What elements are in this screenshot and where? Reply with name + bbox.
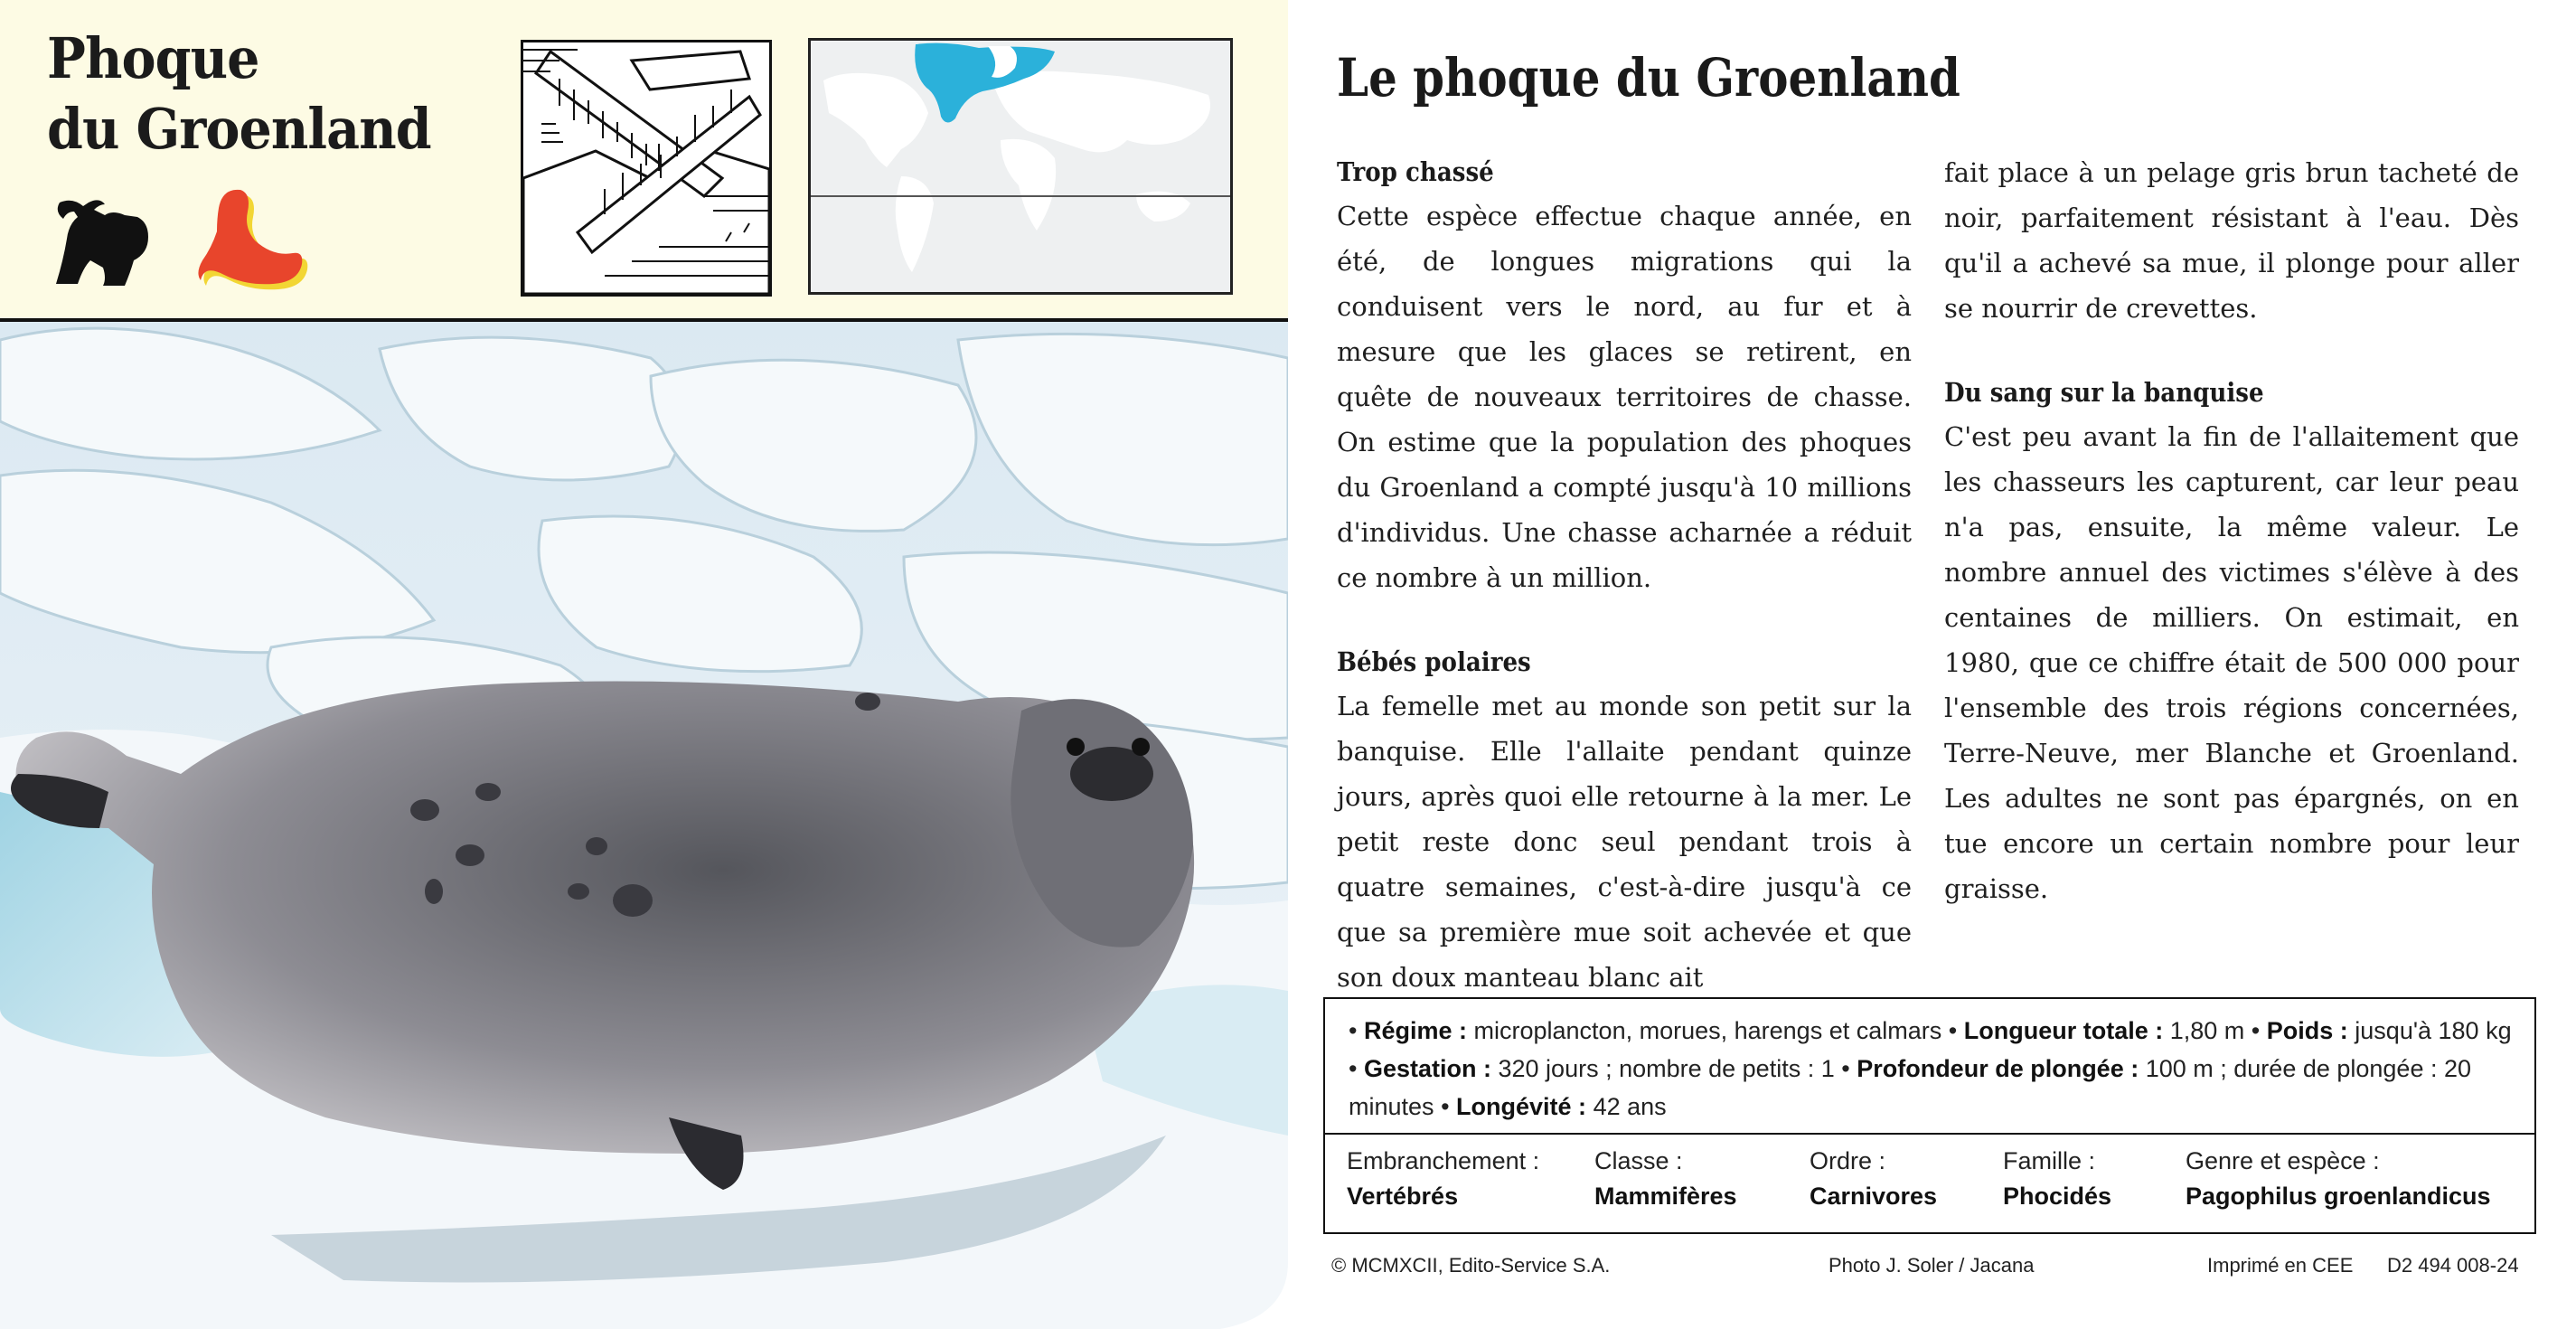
species-title-line2: du Groenland bbox=[47, 96, 431, 162]
world-distribution-map bbox=[808, 38, 1233, 295]
facts-box bbox=[1323, 997, 2536, 1234]
section-text-continuation: fait place à un pelage gris brun tacheté de noir, parfaitement résistant à l'eau. Dès qu'il a achevé sa mue, il plonge pour aller se nourrir de crevettes. bbox=[1944, 157, 2519, 324]
text-column-right bbox=[1944, 150, 2519, 911]
classification-embranchement: Embranchement : Vertébrés bbox=[1347, 1147, 1540, 1210]
facts-separator bbox=[1325, 1133, 2534, 1135]
section-heading-du-sang: Du sang sur la banquise bbox=[1944, 377, 2264, 408]
seal-photo bbox=[0, 322, 1288, 1329]
text-column-left bbox=[1337, 154, 1912, 1000]
classification-famille: Famille : Phocidés bbox=[2003, 1147, 2112, 1210]
right-card bbox=[1288, 0, 2576, 1329]
habitat-ice-icon bbox=[521, 40, 772, 297]
section-heading-bebes-polaires: Bébés polaires bbox=[1337, 646, 1531, 677]
card-header bbox=[0, 0, 1288, 318]
fact-regime: • Régime : microplancton, morues, harengs et calmars bbox=[1349, 1017, 1942, 1044]
fact-profondeur: • Profondeur de plongée : 100 m ; durée de plongée : 20 minutes bbox=[1349, 1055, 2472, 1120]
fact-gestation: • Gestation : 320 jours ; nombre de petits : 1 bbox=[1349, 1055, 1835, 1082]
section-text-trop-chasse: Cette espèce effectue chaque année, en été, de longues migrations qui la conduisent vers le nord, au fur et à mesure que les glaces se retirent, en quête de nouveaux territoires de chasse. On estime que la population des phoques du Groenland a compté jusqu'à 10 millions d'individus. Une chasse acharnée a réduit ce nombre à un million. bbox=[1337, 201, 1912, 593]
classification-ordre: Ordre : Carnivores bbox=[1810, 1147, 1938, 1210]
facts-list bbox=[1349, 1012, 2516, 1126]
footer-printed: Imprimé en CEE bbox=[2207, 1254, 2354, 1277]
fact-poids: • Poids : jusqu'à 180 kg bbox=[2251, 1017, 2512, 1044]
seal-silhouette-icon bbox=[192, 181, 309, 293]
article-title: Le phoque du Groenland bbox=[1337, 47, 1960, 108]
species-title-line1: Phoque bbox=[47, 25, 259, 91]
section-heading-trop-chasse: Trop chassé bbox=[1337, 156, 1494, 187]
classification-genre-espece: Genre et espèce : Pagophilus groenlandicus bbox=[2186, 1147, 2491, 1210]
classification-classe: Classe : Mammifères bbox=[1594, 1147, 1737, 1210]
species-title bbox=[47, 24, 431, 165]
footer-photo-credit: Photo J. Soler / Jacana bbox=[1829, 1254, 2035, 1277]
fact-longevite: • Longévité : 42 ans bbox=[1441, 1093, 1667, 1120]
fact-longueur: • Longueur totale : 1,80 m bbox=[1948, 1017, 2245, 1044]
bull-silhouette-icon bbox=[47, 184, 155, 293]
footer-copyright: © MCMXCII, Edito-Service S.A. bbox=[1331, 1254, 1611, 1277]
section-text-bebes-polaires: La femelle met au monde son petit sur la banquise. Elle l'allaite pendant quinze jours, après quoi elle retourne à la mer. Le petit reste donc seul pendant trois à quatre semaines, c'est-à-dire jusqu'à ce que sa première mue soit achevée et que son doux manteau blanc ait bbox=[1337, 691, 1912, 993]
section-text-du-sang: C'est peu avant la fin de l'allaitement que les chasseurs les capturent, car leur peau n'a pas, ensuite, la même valeur. Le nombre annuel des victimes s'élève à des centaines de milliers. On estimait, en 1980, que ce chiffre était de 500 000 pour l'ensemble des trois régions concernées, Terre-Neuve, mer Blanche et Groenland. Les adultes ne sont pas épargnés, on en tue encore un certain nombre pour leur graisse. bbox=[1944, 421, 2519, 904]
footer-card-code: D2 494 008-24 bbox=[2387, 1254, 2519, 1277]
